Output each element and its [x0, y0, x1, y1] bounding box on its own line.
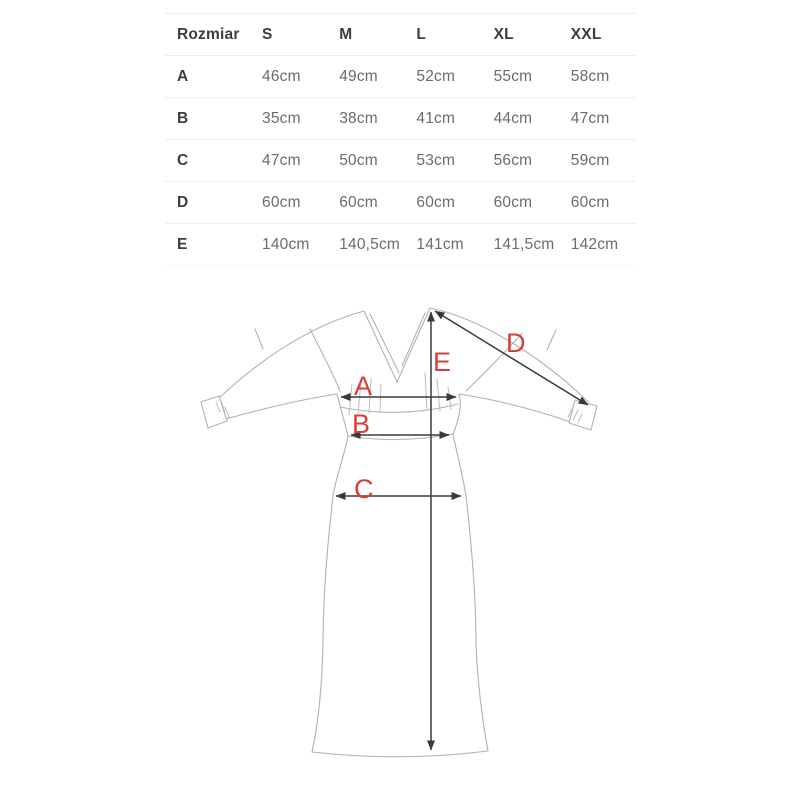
table-cell: 142cm [570, 235, 619, 253]
row-label: A [177, 67, 189, 85]
column-header-xxl: XXL [559, 14, 636, 56]
measurement-labels [352, 328, 526, 504]
column-header-m: M [327, 14, 404, 56]
measure-label-b: B [352, 409, 371, 439]
measure-label-d: D [506, 328, 526, 358]
gather-lines [216, 373, 582, 423]
measure-label-c: C [354, 474, 374, 504]
right-cuff [569, 400, 597, 430]
table-cell: 141,5cm [493, 235, 555, 253]
table-cell: 38cm [339, 109, 378, 127]
column-header-xl: XL [482, 14, 559, 56]
table-cell: 140cm [262, 235, 310, 253]
table-cell: 49cm [339, 67, 378, 85]
table-cell: 60cm [262, 193, 301, 211]
column-header-s: S [250, 14, 327, 56]
table-cell: 140,5cm [339, 235, 401, 253]
table-cell: 47cm [262, 151, 301, 169]
table-cell: 47cm [570, 109, 610, 127]
table-cell: 53cm [416, 151, 456, 169]
measurement-arrows [336, 311, 588, 750]
column-header-l: L [404, 14, 481, 56]
table-cell: 60cm [570, 193, 610, 211]
measure-line-d [435, 311, 588, 405]
row-label: C [177, 151, 189, 169]
table-cell: 52cm [416, 67, 456, 85]
column-header-rozmiar: Rozmiar [165, 14, 250, 56]
table-cell: 59cm [570, 151, 610, 169]
table-cell: 60cm [416, 193, 456, 211]
table-cell: 46cm [262, 67, 301, 85]
measure-label-a: A [354, 371, 373, 401]
row-label: B [177, 109, 189, 127]
table-cell: 141cm [416, 235, 464, 253]
dress-outline [201, 308, 597, 757]
table-cell: 44cm [493, 109, 533, 127]
measure-label-e: E [433, 347, 452, 377]
table-cell: 50cm [339, 151, 378, 169]
row-label: D [177, 193, 189, 211]
table-cell: 41cm [416, 109, 456, 127]
table-cell: 56cm [493, 151, 533, 169]
table-cell: 35cm [262, 109, 301, 127]
row-label: E [177, 235, 188, 253]
table-cell: 55cm [493, 67, 533, 85]
table-cell: 58cm [570, 67, 610, 85]
table-cell: 60cm [493, 193, 533, 211]
table-cell: 60cm [339, 193, 378, 211]
left-cuff [201, 396, 227, 428]
